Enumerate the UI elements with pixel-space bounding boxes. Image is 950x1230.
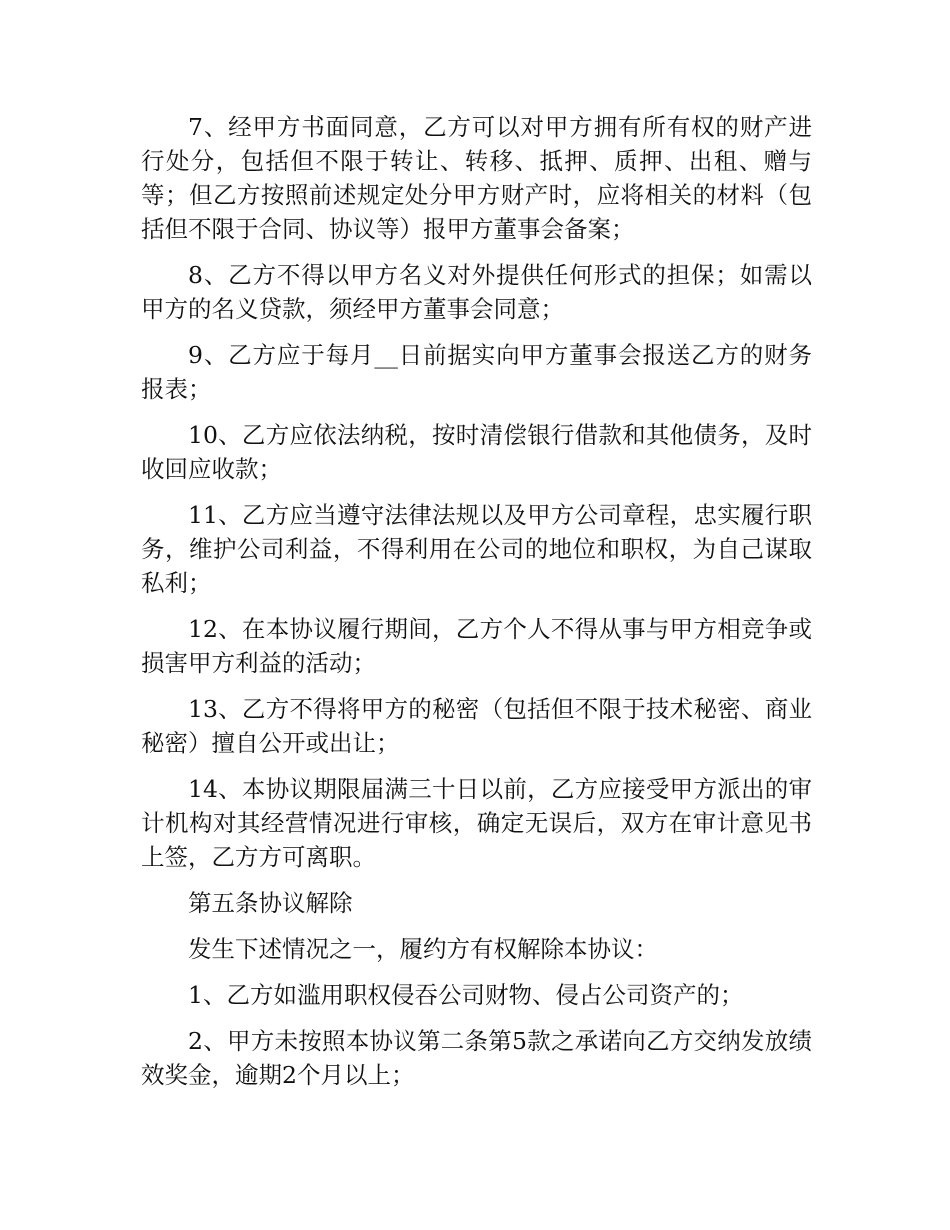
termination-item-2: 2、甲方未按照本协议第二条第5款之承诺向乙方交纳发放绩效奖金，逾期2个月以上； xyxy=(141,1027,812,1089)
clause-11: 11、乙方应当遵守法律法规以及甲方公司章程，忠实履行职务，维护公司利益，不得利用在公司的地位和职权，为自己谋取私利； xyxy=(141,501,812,597)
section-heading-article-5: 第五条协议解除 xyxy=(188,889,353,917)
clause-14: 14、本协议期限届满三十日以前，乙方应接受甲方派出的审计机构对其经营情况进行审核，确定无误后，双方在审计意见书上签，乙方方可离职。 xyxy=(141,775,812,871)
clause-13: 13、乙方不得将甲方的秘密（包括但不限于技术秘密、商业秘密）擅自公开或出让； xyxy=(141,695,812,757)
clause-10: 10、乙方应依法纳税，按时清偿银行借款和其他债务，及时收回应收款； xyxy=(141,421,812,483)
clause-12: 12、在本协议履行期间，乙方个人不得从事与甲方相竞争或损害甲方利益的活动； xyxy=(141,615,812,677)
clause-9: 9、乙方应于每月__日前据实向甲方董事会报送乙方的财务报表； xyxy=(141,341,812,403)
termination-intro: 发生下述情况之一，履约方有权解除本协议： xyxy=(188,935,658,963)
clause-7: 7、经甲方书面同意，乙方可以对甲方拥有所有权的财产进行处分，包括但不限于转让、转移、抵押、质押、出租、赠与等；但乙方按照前述规定处分甲方财产时，应将相关的材料（包括但不限于合同、协议等）报甲方董事会备案； xyxy=(141,113,812,243)
termination-item-1: 1、乙方如滥用职权侵吞公司财物、侵占公司资产的； xyxy=(188,981,744,1009)
clause-8: 8、乙方不得以甲方名义对外提供任何形式的担保；如需以甲方的名义贷款，须经甲方董事会同意； xyxy=(141,261,812,323)
